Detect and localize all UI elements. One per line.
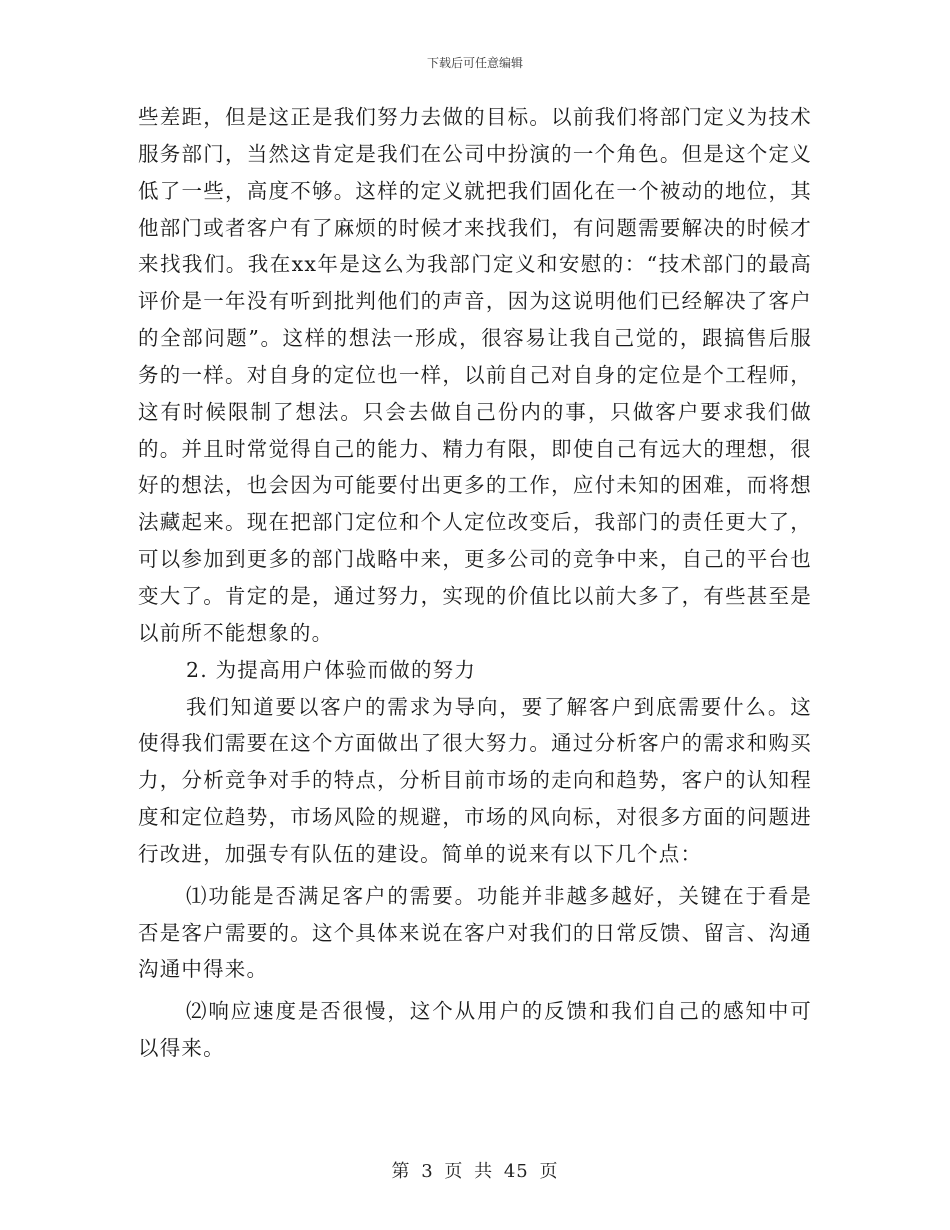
list-item-2: ⑵响应速度是否很慢，这个从用户的反馈和我们自己的感知中可以得来。 — [138, 999, 812, 1061]
section-heading: 2. 为提高用户体验而做的努力 — [186, 657, 477, 682]
list-item-1: ⑴功能是否满足客户的需要。功能并非越多越好，关键在于看是否是客户需要的。这个具体来说在客户对我们的日常反馈、留言、沟通沟通中得来。 — [138, 883, 812, 982]
body-paragraph: 我们知道要以客户的需求为导向，要了解客户到底需要什么。这使得我们需要在这个方面做出了很大努力。通过分析客户的需求和购买力，分析竞争对手的特点，分析目前市场的走向和趋势，客户的认知程度和定位趋势，市场风险的规避，市场的风向标，对很多方面的问题进行改进，加强专有队伍的建设。简单的说来有以下几个点： — [138, 694, 812, 866]
page-number-footer: 第 3 页 共 45 页 — [391, 1161, 559, 1182]
page-header: 下载后可任意编辑 — [426, 56, 523, 70]
body-paragraph-continued: 些差距，但是这正是我们努力去做的目标。以前我们将部门定义为技术服务部门，当然这肯定是我们在公司中扮演的一个角色。但是这个定义低了一些，高度不够。这样的定义就把我们固化在一个被动的地位，其他部门或者客户有了麻烦的时候才来找我们，有问题需要解决的时候才来找我们。我在xx年是这么为我部门定义和安慰的：“技术部门的最高评价是一年没有听到批判他们的声音，因为这说明他们已经解决了客户的全部问题”。这样的想法一形成，很容易让我自己觉的，跟搞售后服务的一样。对自身的定位也一样，以前自己对自身的定位是个工程师，这有时候限制了想法。只会去做自己份内的事，只做客户要求我们做的。并且时常觉得自己的能力、精力有限，即使自己有远大的理想，很好的想法，也会因为可能要付出更多的工作，应付未知的困难，而将想法藏起来。现在把部门定位和个人定位改变后，我部门的责任更大了，可以参加到更多的部门战略中来，更多公司的竞争中来，自己的平台也变大了。肯定的是，通过努力，实现的价值比以前大多了，有些甚至是以前所不能想象的。 — [138, 105, 812, 645]
document-body — [138, 99, 812, 1067]
